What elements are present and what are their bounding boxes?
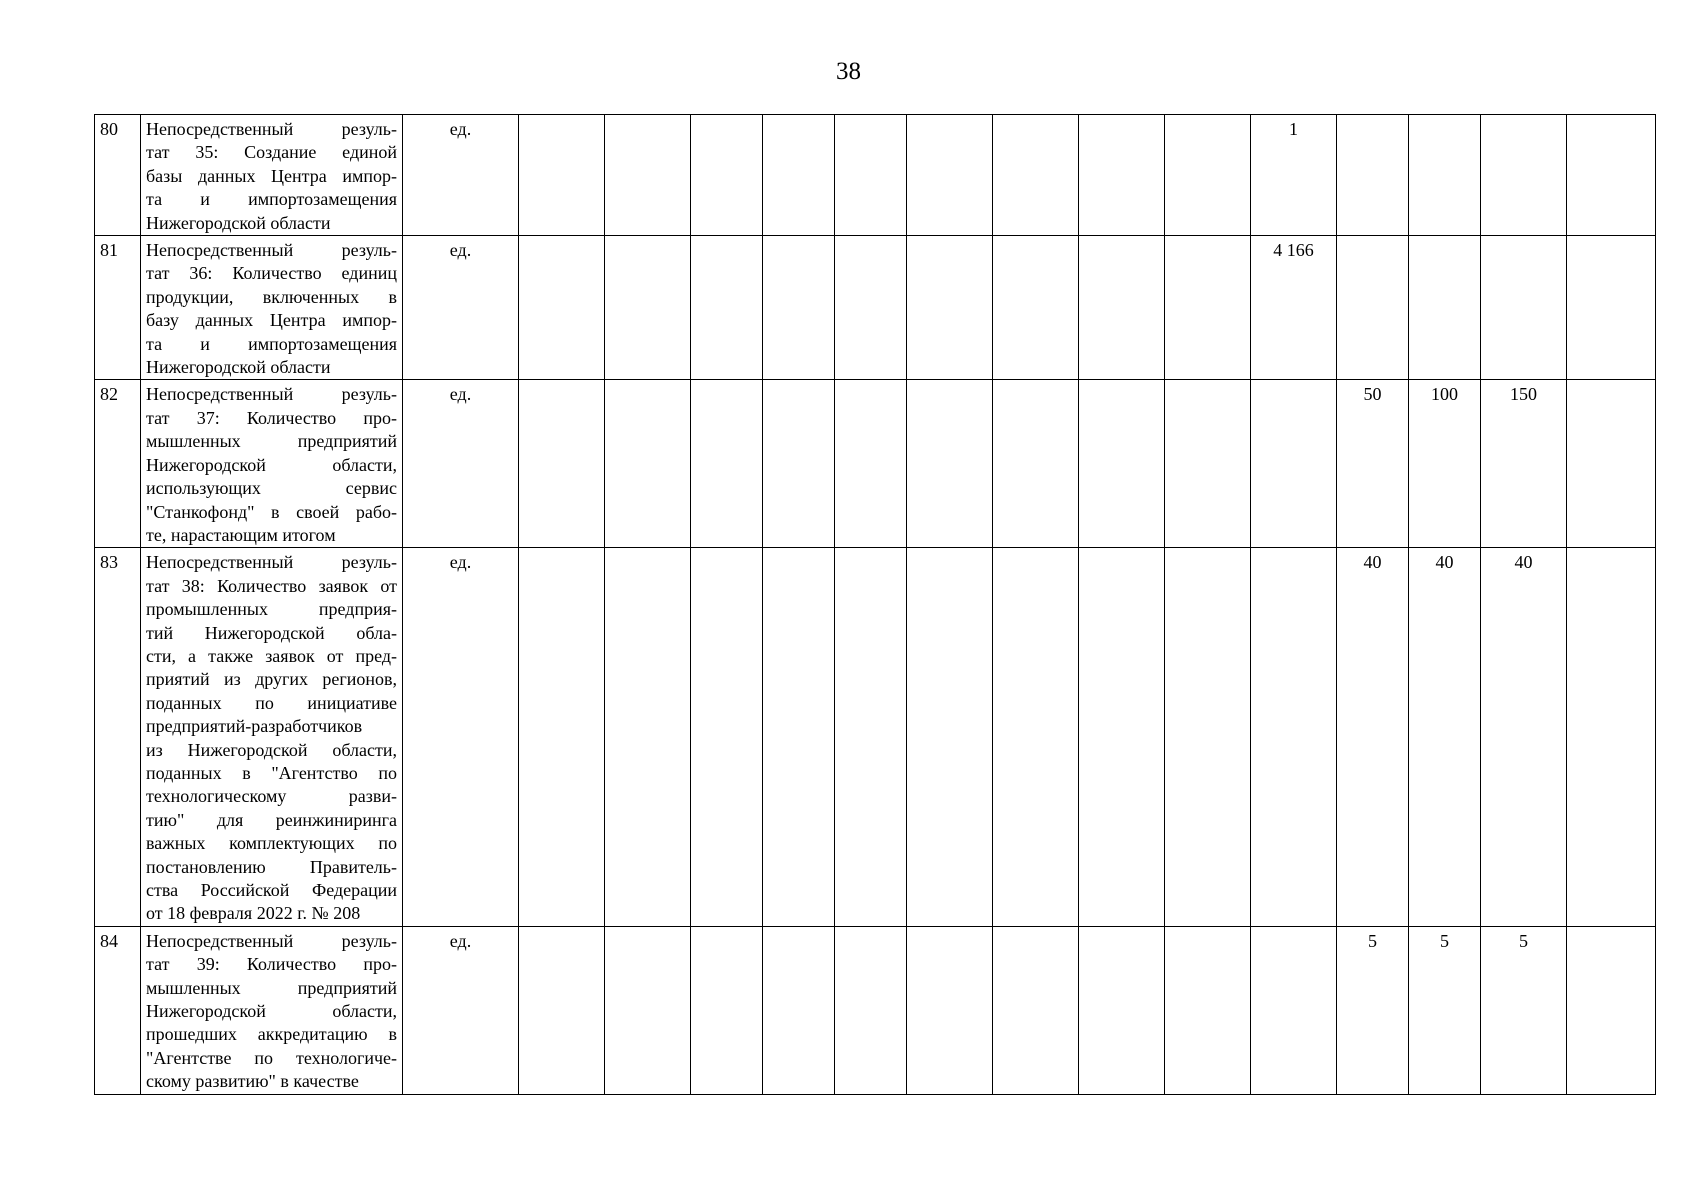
description-line: скому развитию" в качестве — [146, 1071, 359, 1092]
value-cell — [993, 380, 1079, 548]
value-cell — [1567, 380, 1656, 548]
description-line: продукции, включенных в — [146, 286, 397, 307]
description-line: мышленных предприятий — [146, 431, 397, 452]
value-cell — [1079, 926, 1165, 1094]
description-line: та и импортозамещения — [146, 189, 397, 210]
value-cell — [1251, 548, 1337, 927]
value-cell — [993, 236, 1079, 380]
description-line: базу данных Центра импор- — [146, 310, 397, 331]
value-cell — [1567, 548, 1656, 927]
description-line: тат 38: Количество заявок от — [146, 575, 397, 596]
value-cell — [1409, 236, 1481, 380]
value-cell: 100 — [1409, 380, 1481, 548]
description-line: "Станкофонд" в своей рабо- — [146, 501, 397, 522]
value-cell — [1337, 236, 1409, 380]
value-cell: 150 — [1481, 380, 1567, 548]
value-cell: 4 166 — [1251, 236, 1337, 380]
value-cell — [993, 926, 1079, 1094]
description-line: сти, а также заявок от пред- — [146, 645, 397, 666]
value-cell — [605, 926, 691, 1094]
value-cell: 5 — [1481, 926, 1567, 1094]
value-cell: 5 — [1409, 926, 1481, 1094]
value-cell — [519, 236, 605, 380]
value-cell — [907, 926, 993, 1094]
value-cell — [907, 380, 993, 548]
description-line: Непосредственный резуль- — [146, 552, 397, 573]
value-cell: 50 — [1337, 380, 1409, 548]
value-cell — [835, 115, 907, 236]
description-line: Нижегородской области — [146, 357, 331, 378]
description-line: прошедших аккредитацию в — [146, 1024, 397, 1045]
table-row — [95, 548, 1656, 927]
value-cell — [907, 236, 993, 380]
value-cell — [835, 380, 907, 548]
description-line: те, нарастающим итогом — [146, 524, 336, 545]
value-cell — [691, 115, 763, 236]
row-number: 84 — [95, 926, 141, 1094]
unit-cell: ед. — [403, 380, 519, 548]
description-line: приятий из других регионов, — [146, 669, 397, 690]
description-line: базы данных Центра импор- — [146, 165, 397, 186]
row-number: 82 — [95, 380, 141, 548]
value-cell — [605, 548, 691, 927]
description-line: поданных по инициативе — [146, 692, 397, 713]
value-cell — [835, 236, 907, 380]
value-cell — [1165, 926, 1251, 1094]
value-cell — [605, 115, 691, 236]
value-cell: 40 — [1337, 548, 1409, 927]
description-line: Нижегородской области, — [146, 1001, 397, 1022]
description-line: мышленных предприятий — [146, 977, 397, 998]
description-line: из Нижегородской области, — [146, 739, 397, 760]
value-cell — [1165, 115, 1251, 236]
value-cell — [1567, 926, 1656, 1094]
description-line: тат 36: Количество единиц — [146, 263, 397, 284]
value-cell — [1079, 548, 1165, 927]
value-cell — [763, 548, 835, 927]
unit-cell: ед. — [403, 236, 519, 380]
description-line: Непосредственный резуль- — [146, 240, 397, 261]
description-line: Непосредственный резуль- — [146, 384, 397, 405]
result-description — [141, 548, 403, 927]
value-cell — [691, 380, 763, 548]
unit-cell: ед. — [403, 548, 519, 927]
description-line: Непосредственный резуль- — [146, 930, 397, 951]
table-row — [95, 926, 1656, 1094]
value-cell — [1337, 115, 1409, 236]
page-number: 38 — [836, 58, 861, 85]
value-cell: 5 — [1337, 926, 1409, 1094]
description-line: Нижегородской области, — [146, 454, 397, 475]
value-cell — [763, 926, 835, 1094]
value-cell — [907, 548, 993, 927]
unit-cell: ед. — [403, 926, 519, 1094]
value-cell — [835, 926, 907, 1094]
row-number: 80 — [95, 115, 141, 236]
result-description — [141, 926, 403, 1094]
description-line: "Агентстве по технологиче- — [146, 1047, 397, 1068]
value-cell — [1165, 548, 1251, 927]
description-line: постановлению Правитель- — [146, 856, 397, 877]
value-cell — [1481, 236, 1567, 380]
value-cell — [519, 115, 605, 236]
row-number: 81 — [95, 236, 141, 380]
value-cell — [1079, 236, 1165, 380]
value-cell — [519, 926, 605, 1094]
value-cell — [1079, 380, 1165, 548]
result-description — [141, 380, 403, 548]
result-description — [141, 236, 403, 380]
value-cell — [763, 115, 835, 236]
value-cell — [1567, 236, 1656, 380]
value-cell — [763, 236, 835, 380]
value-cell: 1 — [1251, 115, 1337, 236]
value-cell — [1567, 115, 1656, 236]
description-line: тат 37: Количество про- — [146, 407, 397, 428]
unit-cell: ед. — [403, 115, 519, 236]
description-line: промышленных предприя- — [146, 599, 397, 620]
description-line: поданных в "Агентство по — [146, 762, 397, 783]
description-line: важных комплектующих по — [146, 833, 397, 854]
value-cell: 40 — [1409, 548, 1481, 927]
value-cell — [763, 380, 835, 548]
result-description — [141, 115, 403, 236]
description-line: тат 35: Создание единой — [146, 142, 397, 163]
value-cell — [605, 380, 691, 548]
value-cell — [691, 926, 763, 1094]
value-cell — [1079, 115, 1165, 236]
value-cell — [1481, 115, 1567, 236]
value-cell — [519, 380, 605, 548]
value-cell — [907, 115, 993, 236]
value-cell — [993, 548, 1079, 927]
description-line: использующих сервис — [146, 478, 397, 499]
value-cell — [605, 236, 691, 380]
description-line: тий Нижегородской обла- — [146, 622, 397, 643]
table-row — [95, 380, 1656, 548]
value-cell — [835, 548, 907, 927]
table-row — [95, 236, 1656, 380]
description-line: та и импортозамещения — [146, 333, 397, 354]
table-row — [95, 115, 1656, 236]
value-cell — [691, 236, 763, 380]
value-cell — [1251, 926, 1337, 1094]
value-cell: 40 — [1481, 548, 1567, 927]
value-cell — [1165, 236, 1251, 380]
description-line: Непосредственный резуль- — [146, 119, 397, 139]
value-cell — [1251, 380, 1337, 548]
value-cell — [993, 115, 1079, 236]
description-line: тию" для реинжиниринга — [146, 809, 397, 830]
description-line: технологическому разви- — [146, 786, 397, 807]
results-table — [94, 114, 1656, 1095]
row-number: 83 — [95, 548, 141, 927]
description-line: от 18 февраля 2022 г. № 208 — [146, 903, 361, 924]
description-line: тат 39: Количество про- — [146, 954, 397, 975]
description-line: Нижегородской области — [146, 212, 331, 233]
description-line: ства Российской Федерации — [146, 880, 397, 900]
value-cell — [519, 548, 605, 927]
value-cell — [691, 548, 763, 927]
description-line: предприятий-разработчиков — [146, 716, 363, 737]
value-cell — [1165, 380, 1251, 548]
value-cell — [1409, 115, 1481, 236]
